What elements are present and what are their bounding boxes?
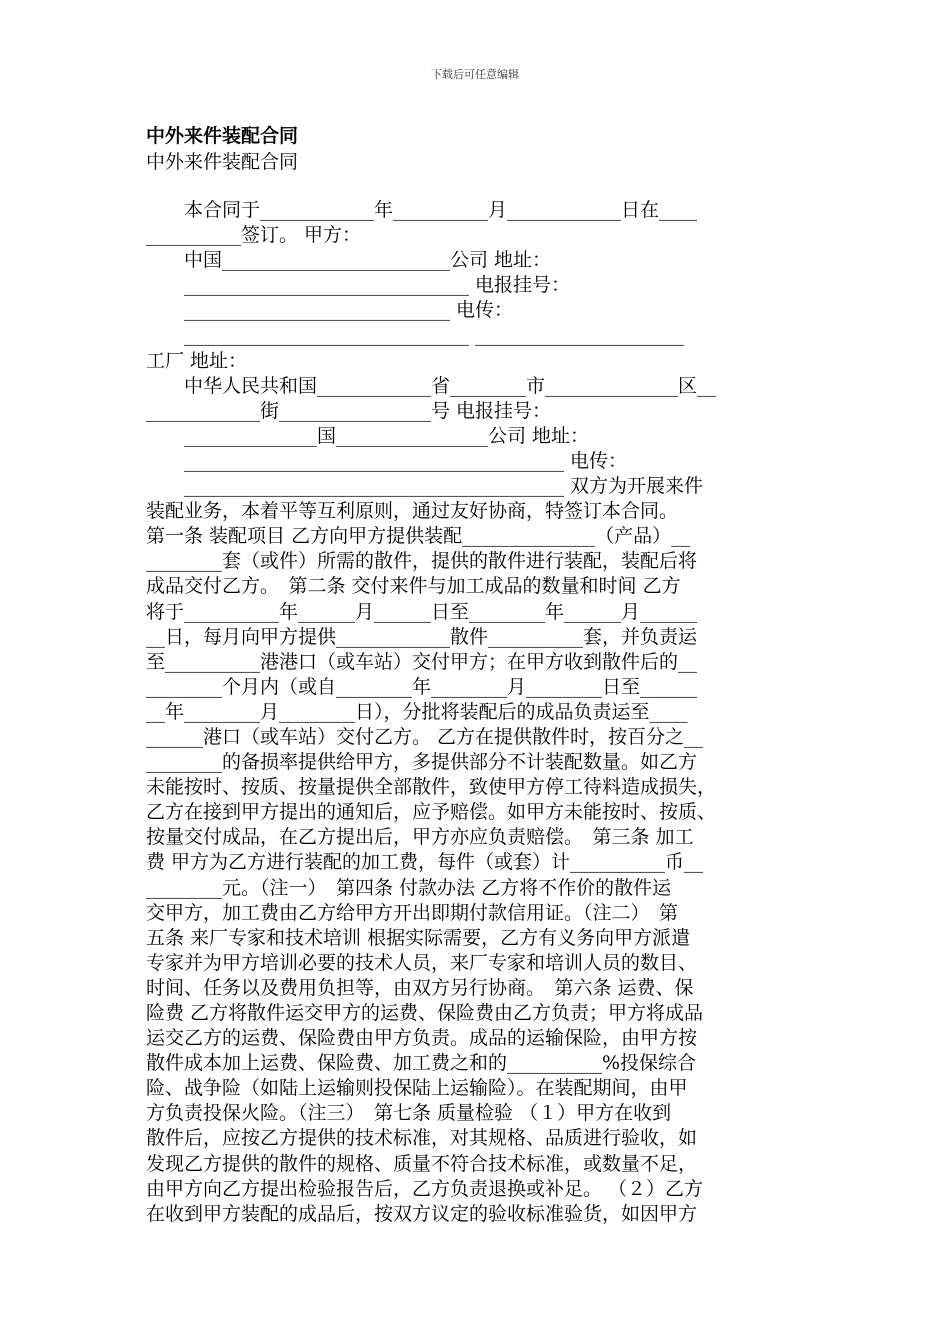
contract-line: ________元。（注一） 第四条 付款办法 乙方将不作价的散件运 [146,876,672,899]
contract-line: 按量交付成品，在乙方提出后，甲方亦应负责赔偿。 第三条 加工 [146,826,694,849]
contract-line: 方负责投保火险。（注三） 第七条 质量检验 （１）甲方在收到 [146,1102,672,1125]
contract-line: 中国________________________公司 地址： [146,249,552,272]
contract-line: 五条 来厂专家和技术培训 根据实际需要，乙方有义务向甲方派遣 [146,926,691,949]
header-note: 下载后可任意编辑 [431,68,519,81]
contract-line: 费 甲方为乙方进行装配的加工费，每件（或套）计__________币__ [146,851,704,874]
contract-line: 散件后，应按乙方提供的技术标准，对其规格、品质进行验收，如 [146,1127,698,1150]
contract-line: 交甲方，加工费由乙方给甲方开出即期付款信用证。（注二） 第 [146,901,679,924]
contract-line: 工厂 地址： [146,349,248,372]
contract-line: __________签订。 甲方： [146,224,362,247]
contract-line: 装配业务，本着平等互利原则，通过友好协商，特签订本合同。 [146,500,679,523]
contract-line: 至__________港港口（或车站）交付甲方；在甲方收到散件后的__ [146,650,698,673]
contract-line: 发现乙方提供的散件的规格、质量不符合技术标准，或数量不足， [146,1152,698,1175]
document-subtitle: 中外来件装配合同 [146,151,299,173]
contract-line: ______________国________________公司 地址： [146,424,590,447]
contract-line: 成品交付乙方。 第二条 交付来件与加工成品的数量和时间 乙方 [146,575,681,598]
contract-line: 第一条 装配项目 乙方向甲方提供装配______________（产品）__ [146,525,691,548]
contract-line: 险、战争险（如陆上运输则投保陆上运输险）。在装配期间，由甲 [146,1077,688,1100]
contract-line: 未能按时、按质、按量提供全部散件，致使甲方停工待料造成损失， [146,776,717,799]
contract-line: 运交乙方的运费、保险费由甲方负责。成品的运输保险，由甲方按 [146,1027,698,1050]
contract-line: ______________________________ 电报挂号： [146,274,571,297]
contract-line: 中华人民共和国____________省________市______________区__ [146,374,717,397]
contract-line: ______港口（或车站）交付乙方。 乙方在提供散件时，按百分之__ [146,725,704,748]
document-title: 中外来件装配合同 [146,125,299,147]
contract-line: 在收到甲方装配的成品后，按双方议定的验收标准验货，如因甲方 [146,1202,698,1225]
contract-line: ________套（或件）所需的散件，提供的散件进行装配，装配后将 [146,550,698,573]
contract-line: 险费 乙方将散件运交甲方的运费、保险费由乙方负责；甲方将成品 [146,1002,704,1024]
contract-line: 专家并为甲方培训必要的技术人员，来厂专家和培训人员的数目、 [146,951,698,974]
contract-line: 散件成本加上运费、保险费、加工费之和的__________%投保综合 [146,1052,697,1075]
contract-line: ________个月内（或自________年________月________日至______ [146,675,698,698]
contract-line: 由甲方向乙方提出检验报告后，乙方负责退换或补足。 （２）乙方 [146,1177,704,1200]
contract-line: ____________________________ 电传： [146,299,514,322]
contract-line: __日，每月向甲方提供____________散件__________套，并负责运 [146,625,698,648]
contract-line: ________________________________________ 电传： [146,449,628,472]
contract-body [146,198,802,1227]
contract-line: ____________街________________号 电报挂号： [146,399,552,422]
contract-line: 本合同于____________年__________月____________日在____ [146,199,698,221]
contract-line: ________________________________________ 双方为开展来件 [146,475,704,498]
contract-line: ________的备损率提供给甲方，多提供部分不计装配数量。如乙方 [146,751,698,774]
contract-line: ______________________________ ______________________ [146,324,685,347]
contract-line: 将于__________年______月______日至________年______月______ [146,600,698,623]
contract-line: __年________月________日），分批将装配后的成品负责运至____ [146,700,688,723]
contract-line: 时间、任务以及费用负担等，由双方另行协商。 第六条 运费、保 [146,976,694,999]
contract-line: 乙方在接到甲方提出的通知后，应予赔偿。如甲方未能按时、按质、 [146,801,717,824]
